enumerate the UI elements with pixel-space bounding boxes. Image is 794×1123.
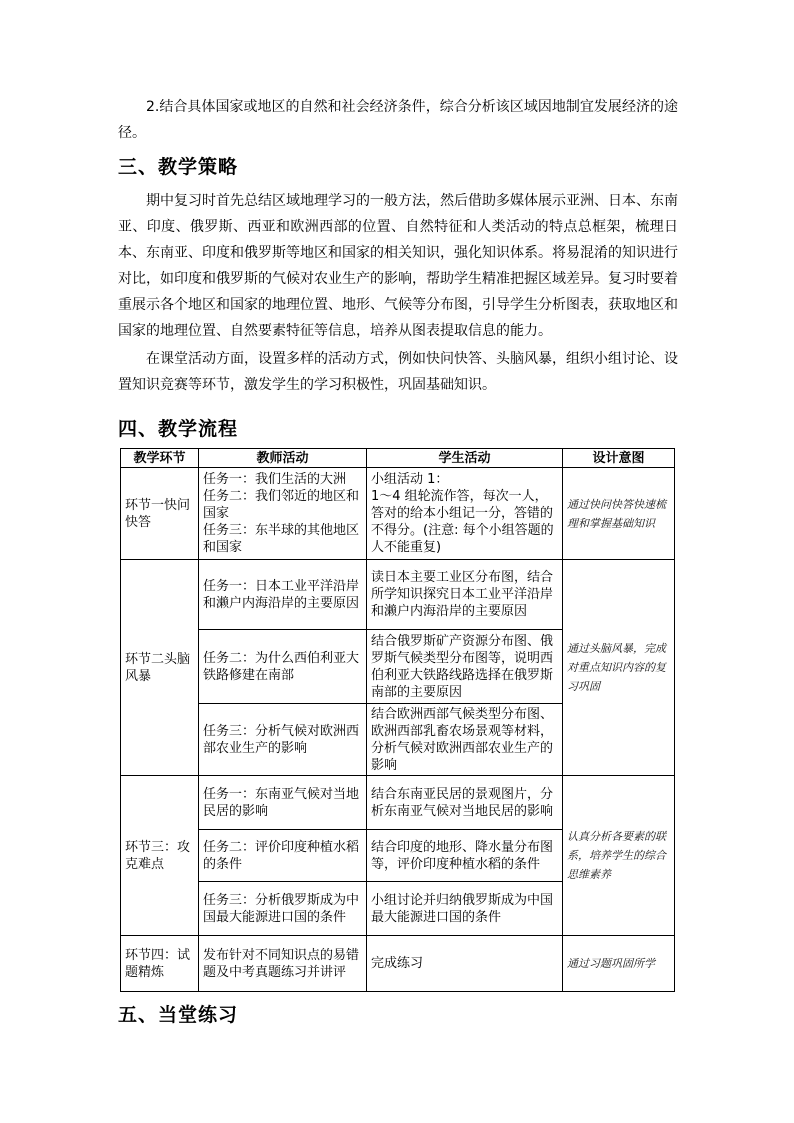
stage-1-intent: 通过快问快答快速梳理和掌握基础知识 <box>563 468 675 560</box>
section-4-heading: 四、教学流程 <box>118 418 239 440</box>
stage-3-student-3: 小组讨论并归纳俄罗斯成为中国最大能源进口国的条件 <box>367 882 563 936</box>
stage-1-name: 环节一快问快答 <box>121 468 199 560</box>
stage-4-intent: 通过习题巩固所学 <box>563 936 675 992</box>
stage-4-teacher: 发布针对不同知识点的易错题及中考真题练习并讲评 <box>199 936 367 992</box>
stage-1-student: 小组活动 1： 1～4 组轮流作答，每次一人，答对的给本小组记一分，答错的不得分。(注意: 每个小组答题的人不能重复) <box>367 468 563 560</box>
strategy-paragraph-1: 期中复习时首先总结区域地理学习的一般方法，然后借助多媒体展示亚洲、日本、东南亚、印度、俄罗斯、西亚和欧洲西部的位置、自然特征和人类活动的特点总框架，梳理日本、东南亚、印度和俄罗斯等地区和国家的相关知识，强化知识体系。将易混淆的知识进行对比，如印度和俄罗斯的气候对农业生产的影响，帮助学生精准把握区域差异。复习时要着重展示各个地区和国家的地理位置、地形、气候等分布图，引导学生分析图表，获取地区和国家的地理位置、自然要素特征等信息，培养从图表提取信息的能力。 <box>118 193 678 339</box>
stage-1-teacher: 任务一：我们生活的大洲 任务二：我们邻近的地区和国家 任务三：东半球的其他地区和国家 <box>199 468 367 560</box>
stage-3-student-1: 结合东南亚民居的景观图片，分析东南亚气候对当地民居的影响 <box>367 776 563 830</box>
header-design-intent: 设计意图 <box>563 449 675 468</box>
stage-2-task-2: 任务二：为什么西伯利亚大铁路修建在南部 <box>199 630 367 704</box>
stage-2-student-3: 结合欧洲西部气候类型分布图、欧洲西部乳畜农场景观等材料，分析气候对欧洲西部农业生产的影响 <box>367 704 563 776</box>
stage-3-intent: 认真分析各要素的联系，培养学生的综合思维素养 <box>563 776 675 936</box>
strategy-paragraph-2: 在课堂活动方面，设置多样的活动方式，例如快问快答、头脑风暴，组织小组讨论、设置知识竞赛等环节，激发学生的学习积极性，巩固基础知识。 <box>118 351 678 393</box>
table-row <box>121 936 675 992</box>
stage-2-name: 环节二头脑风暴 <box>121 560 199 776</box>
stage-4-student: 完成练习 <box>367 936 563 992</box>
stage-2-intent: 通过头脑风暴，完成对重点知识内容的复习巩固 <box>563 560 675 776</box>
table-row <box>121 560 675 630</box>
header-student-activity: 学生活动 <box>367 449 563 468</box>
stage-3-student-2: 结合印度的地形、降水量分布图等，评价印度种植水稻的条件 <box>367 830 563 882</box>
stage-2-student-2: 结合俄罗斯矿产资源分布图、俄罗斯气候类型分布图等，说明西伯利亚大铁路线路选择在俄罗斯南部的主要原因 <box>367 630 563 704</box>
table-row <box>121 776 675 830</box>
objective-2-text: 2.结合具体国家或地区的自然和社会经济条件，综合分析该区域因地制宜发展经济的途径。 <box>118 99 678 141</box>
stage-2-task-1: 任务一：日本工业平洋沿岸和濑户内海沿岸的主要原因 <box>199 560 367 630</box>
stage-3-name: 环节三：攻克难点 <box>121 776 199 936</box>
stage-3-task-2: 任务二：评价印度种植水稻的条件 <box>199 830 367 882</box>
header-stage: 教学环节 <box>121 449 199 468</box>
stage-2-task-3: 任务三：分析气候对欧洲西部农业生产的影响 <box>199 704 367 776</box>
stage-4-name: 环节四：试题精炼 <box>121 936 199 992</box>
table-header-row <box>121 449 675 468</box>
stage-3-task-3: 任务三：分析俄罗斯成为中国最大能源进口国的条件 <box>199 882 367 936</box>
stage-2-student-1: 读日本主要工业区分布图，结合所学知识探究日本工业平洋沿岸和濑户内海沿岸的主要原因 <box>367 560 563 630</box>
section-5-heading: 五、当堂练习 <box>118 1004 239 1026</box>
teaching-flow-table <box>120 448 675 992</box>
table-row <box>121 468 675 560</box>
stage-3-task-1: 任务一：东南亚气候对当地民居的影响 <box>199 776 367 830</box>
header-teacher-activity: 教师活动 <box>199 449 367 468</box>
section-3-heading: 三、教学策略 <box>118 156 239 178</box>
